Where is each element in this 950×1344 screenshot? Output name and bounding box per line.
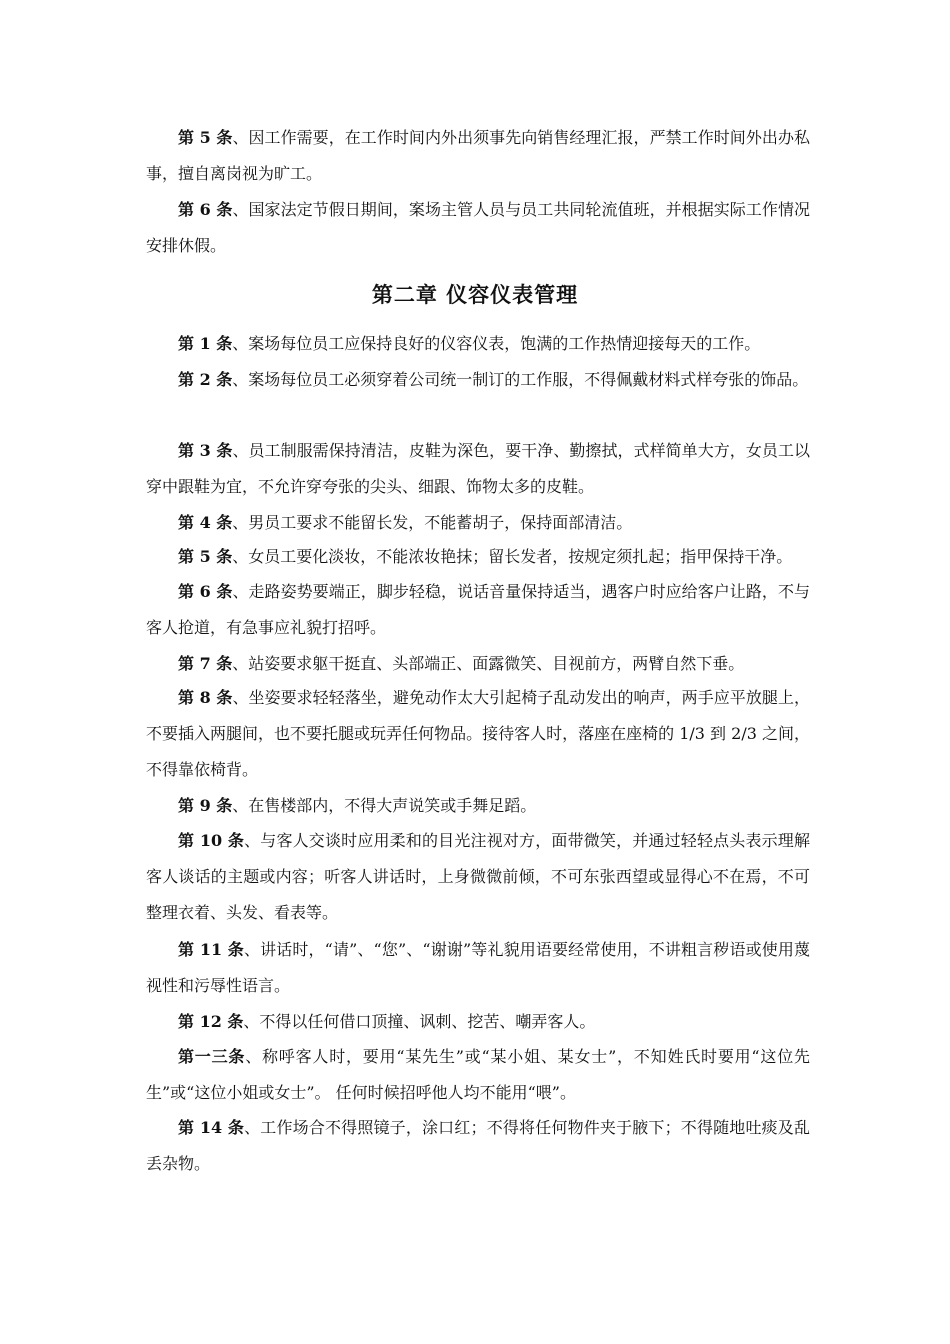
chapter-article-12 <box>146 1004 810 1040</box>
article-label: 第 2 条 <box>178 370 233 389</box>
article-label: 第 5 条 <box>178 128 233 147</box>
article-text: 、员工制服需保持清洁，皮鞋为深色，要干净、勤擦拭，式样简单大方，女员工以穿中跟鞋为宜，不允许穿夸张的尖头、细跟、饰物太多的皮鞋。 <box>146 441 810 496</box>
article-text: 、不得以任何借口顶撞、讽刺、挖苦、嘲弄客人。 <box>243 1012 596 1031</box>
chapter-article-11 <box>146 932 810 1004</box>
article-text: 、工作场合不得照镜子，涂口红；不得将任何物件夹于腋下；不得随地吐痰及乱丢杂物。 <box>146 1118 810 1173</box>
article-text: 、坐姿要求轻轻落坐，避免动作太大引起椅子乱动发出的响声，两手应平放腿上，不要插入两腿间，也不要托腿或玩弄任何物品。接待客人时，落座在座椅的 1/3 到 2/3 之间，不得靠依椅背。 <box>146 688 810 779</box>
article-text: 、与客人交谈时应用柔和的目光注视对方，面带微笑，并通过轻轻点头表示理解客人谈话的主题或内容；听客人讲话时，上身微微前倾，不可东张西望或显得心不在焉，不可整理衣着、头发、看表等。 <box>146 831 810 922</box>
chapter-article-9 <box>146 788 810 824</box>
chapter-title: 第二章 仪容仪表管理 <box>371 283 579 307</box>
article-text: 、称呼客人时，要用“某先生”或“某小姐、某女士”，不知姓氏时要用“这位先生”或“这位小姐或女士”。 任何时候招呼他人均不能用“喂”。 <box>146 1047 810 1102</box>
article-label: 第 9 条 <box>178 796 233 815</box>
article-text: 、女员工要化淡妆，不能浓妆艳抹；留长发者，按规定须扎起；指甲保持干净。 <box>232 547 793 566</box>
article-label: 第 8 条 <box>178 688 233 707</box>
article-6-holiday <box>146 192 810 264</box>
chapter-article-14 <box>146 1110 810 1182</box>
article-text: 、走路姿势要端正，脚步轻稳，说话音量保持适当，遇客户时应给客户让路，不与客人抢道，有急事应礼貌打招呼。 <box>146 582 810 637</box>
chapter-article-4 <box>146 505 810 541</box>
article-label: 第 12 条 <box>178 1012 244 1031</box>
chapter-article-13 <box>146 1039 810 1111</box>
chapter-article-8 <box>146 680 810 788</box>
chapter-article-3 <box>146 433 810 505</box>
article-text: 、因工作需要，在工作时间内外出须事先向销售经理汇报，严禁工作时间外出办私事，擅自离岗视为旷工。 <box>146 128 810 183</box>
chapter-article-1 <box>146 326 810 362</box>
article-label: 第 3 条 <box>178 441 233 460</box>
article-text: 、男员工要求不能留长发，不能蓄胡子，保持面部清洁。 <box>232 513 633 532</box>
article-5-attendance <box>146 120 810 192</box>
article-text: 、站姿要求躯干挺直、头部端正、面露微笑、目视前方，两臂自然下垂。 <box>232 654 745 673</box>
article-text: 、讲话时，“请”、“您”、“谢谢”等礼貌用语要经常使用，不讲粗言秽语或使用蔑视性和污辱性语言。 <box>146 940 810 995</box>
article-label: 第 6 条 <box>178 200 233 219</box>
article-label: 第 1 条 <box>178 334 233 353</box>
chapter-article-10 <box>146 823 810 931</box>
article-label: 第 4 条 <box>178 513 233 532</box>
article-label: 第 10 条 <box>178 831 245 850</box>
article-text: 、案场每位员工必须穿着公司统一制订的工作服，不得佩戴材料式样夸张的饰品。 <box>232 370 809 389</box>
article-label: 第一三条 <box>178 1047 246 1066</box>
article-text: 、国家法定节假日期间，案场主管人员与员工共同轮流值班，并根据实际工作情况安排休假。 <box>146 200 810 255</box>
chapter-article-6 <box>146 574 810 646</box>
chapter-article-7 <box>146 646 810 682</box>
article-text: 、案场每位员工应保持良好的仪容仪表，饱满的工作热情迎接每天的工作。 <box>232 334 761 353</box>
chapter-article-2 <box>146 362 810 398</box>
article-label: 第 11 条 <box>178 940 244 959</box>
article-text: 、在售楼部内，不得大声说笑或手舞足蹈。 <box>232 796 537 815</box>
article-label: 第 5 条 <box>178 547 233 566</box>
article-label: 第 7 条 <box>178 654 233 673</box>
chapter-article-5 <box>146 539 810 575</box>
article-label: 第 14 条 <box>178 1118 245 1137</box>
article-label: 第 6 条 <box>178 582 233 601</box>
